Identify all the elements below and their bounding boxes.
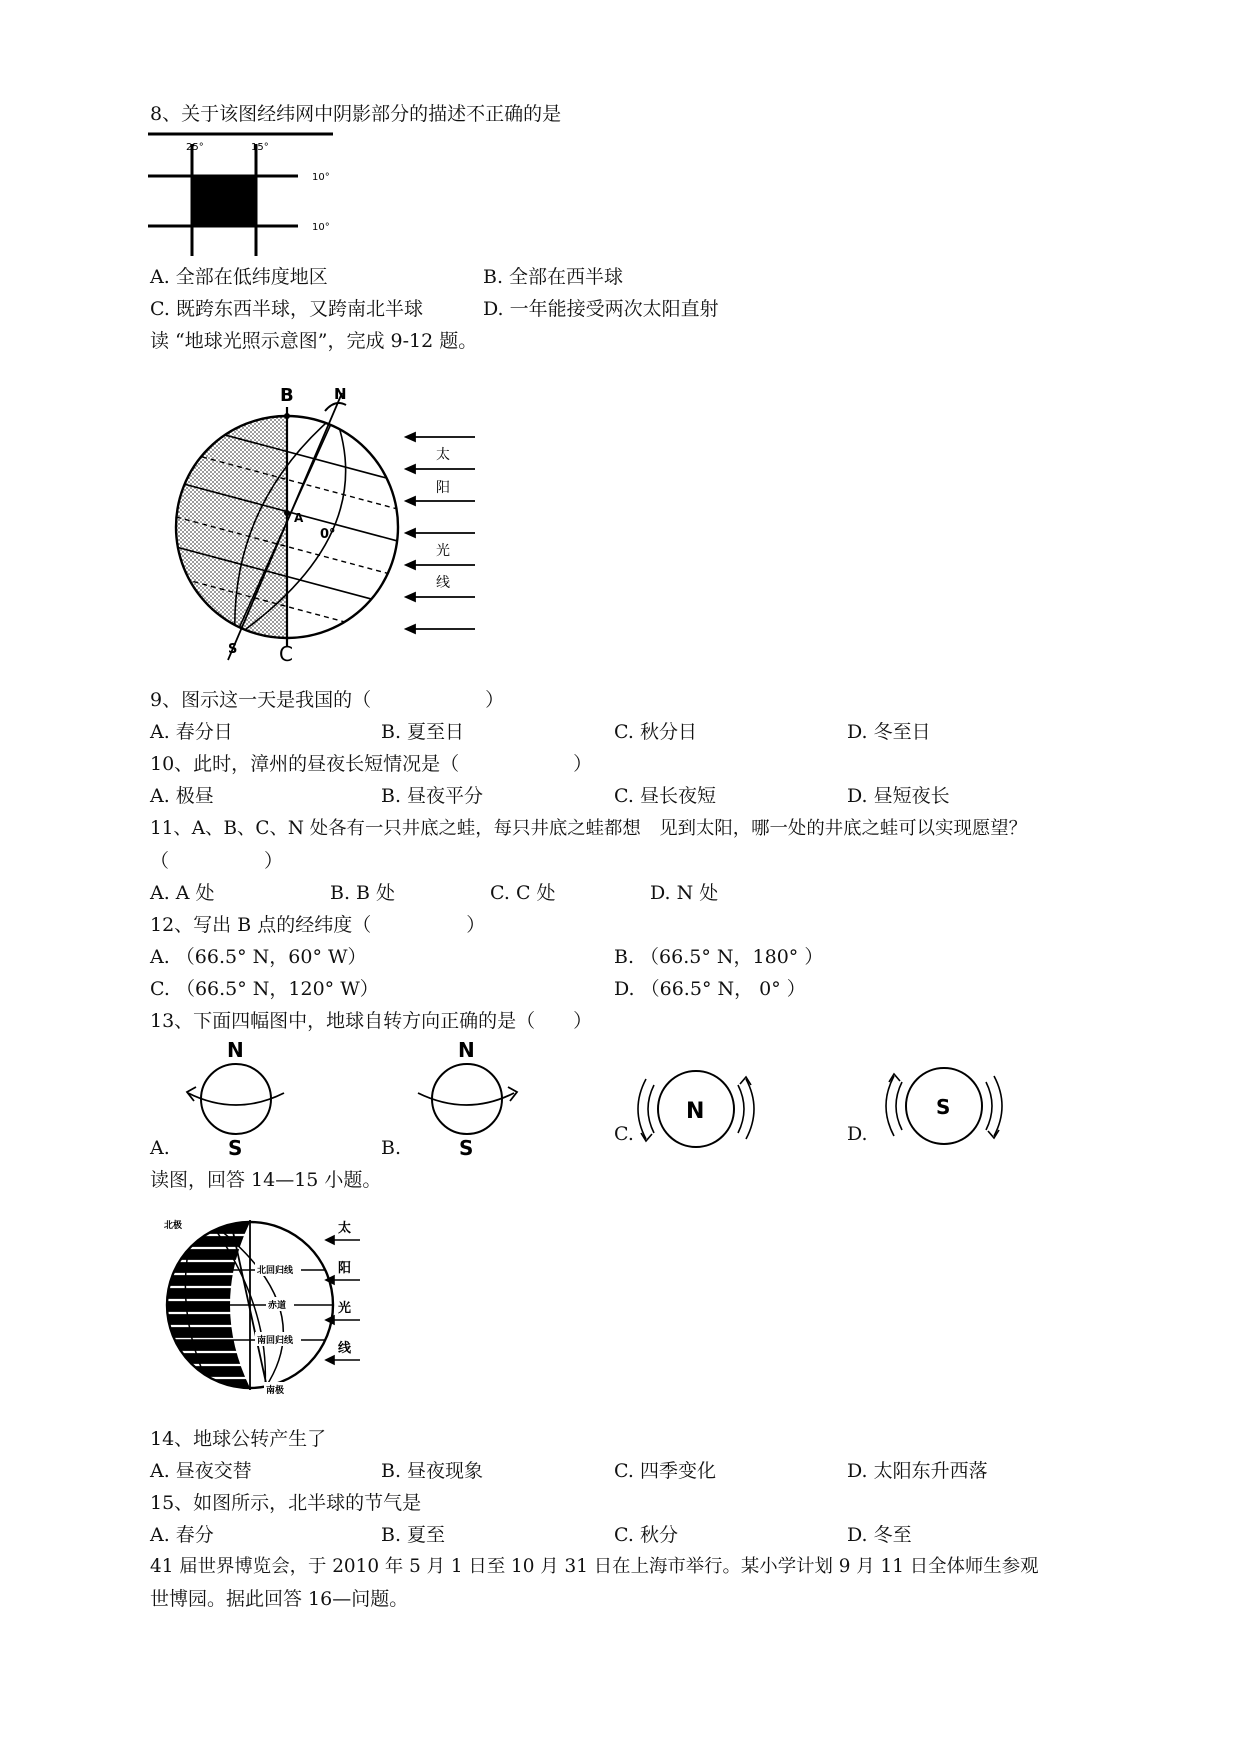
label-tropic-capricorn: 南回归线 bbox=[257, 1336, 294, 1346]
q8-grid-figure bbox=[148, 130, 338, 258]
q10-option-a: A. 极昼 bbox=[150, 785, 214, 807]
q13-option-a: A. bbox=[150, 1137, 170, 1159]
label-s: S bbox=[228, 642, 238, 657]
q12-stem: 12、写出 B 点的经纬度（ ） bbox=[150, 914, 486, 936]
q11-option-c: C. C 处 bbox=[490, 882, 556, 904]
q14-option-c: C. 四季变化 bbox=[614, 1460, 716, 1482]
lon-label-right: 15° bbox=[251, 142, 269, 153]
q9-option-c: C. 秋分日 bbox=[614, 721, 697, 743]
q14-option-a: A. 昼夜交替 bbox=[150, 1460, 252, 1482]
q11-stem: 11、A、B、C、N 处各有一只井底之蛙，每只井底之蛙都想 见到太阳，哪一处的井底之蛙可以实现愿望？ bbox=[150, 818, 1028, 839]
svg-text:N: N bbox=[686, 1099, 705, 1124]
label-n: N bbox=[334, 385, 347, 403]
lat-label-bottom: 10° bbox=[312, 222, 330, 233]
q14-option-b: B. 昼夜现象 bbox=[381, 1460, 484, 1482]
q10-option-b: B. 昼夜平分 bbox=[381, 785, 484, 807]
intro-9-12: 读 “地球光照示意图”，完成 9-12 题。 bbox=[150, 330, 478, 352]
q13-option-b: B. bbox=[381, 1137, 402, 1159]
q9-stem: 9、图示这一天是我国的（ ） bbox=[150, 689, 505, 711]
q11-option-d: D. N 处 bbox=[650, 882, 719, 904]
earth-seasons-figure bbox=[150, 1210, 370, 1400]
q10-option-c: C. 昼长夜短 bbox=[614, 785, 716, 807]
label-equator: 赤道 bbox=[268, 1301, 287, 1311]
lat-label-top: 10° bbox=[312, 172, 330, 183]
sun-char-2: 阳 bbox=[338, 1261, 352, 1276]
label-zero: 0° bbox=[320, 527, 336, 542]
q9-option-a: A. 春分日 bbox=[150, 721, 233, 743]
q13-option-c: C. bbox=[614, 1123, 634, 1145]
q10-stem: 10、此时，漳州的昼夜长短情况是（ ） bbox=[150, 753, 593, 775]
q8-option-d: D. 一年能接受两次太阳直射 bbox=[483, 298, 719, 320]
q14-stem: 14、地球公转产生了 bbox=[150, 1428, 327, 1450]
label-a: A bbox=[294, 511, 304, 525]
q15-option-c: C. 秋分 bbox=[614, 1524, 678, 1546]
label-north-pole: 北极 bbox=[164, 1221, 183, 1231]
rotation-figure-b bbox=[410, 1035, 530, 1160]
sun-char-3: 光 bbox=[436, 543, 450, 559]
sun-char-3: 光 bbox=[338, 1301, 352, 1316]
q13-stem: 13、下面四幅图中，地球自转方向正确的是（ ） bbox=[150, 1010, 593, 1032]
q8-option-a: A. 全部在低纬度地区 bbox=[150, 266, 328, 288]
q12-option-c: C. （66.5° N，120° W） bbox=[150, 978, 379, 1000]
q13-option-d: D. bbox=[847, 1123, 868, 1145]
label-south-pole: 南极 bbox=[266, 1386, 285, 1396]
q9-option-b: B. 夏至日 bbox=[381, 721, 465, 743]
q14-option-d: D. 太阳东升西落 bbox=[847, 1460, 988, 1482]
q15-option-b: B. 夏至 bbox=[381, 1524, 446, 1546]
q10-option-d: D. 昼短夜长 bbox=[847, 785, 950, 807]
svg-text:N: N bbox=[227, 1038, 244, 1062]
earth-illumination-figure bbox=[170, 375, 490, 665]
rotation-figure-a bbox=[178, 1035, 298, 1160]
intro-14-15: 读图，回答 14—15 小题。 bbox=[150, 1169, 382, 1191]
rotation-figure-d bbox=[880, 1062, 1010, 1152]
sun-char-1: 太 bbox=[436, 447, 450, 463]
q15-option-a: A. 春分 bbox=[150, 1524, 214, 1546]
q11-option-b: B. B 处 bbox=[330, 882, 396, 904]
sun-char-4: 线 bbox=[436, 575, 450, 591]
label-tropic-cancer: 北回归线 bbox=[257, 1266, 294, 1276]
sun-char-2: 阳 bbox=[436, 480, 450, 496]
q15-option-d: D. 冬至 bbox=[847, 1524, 912, 1546]
night-hemisphere bbox=[176, 416, 287, 638]
sun-char-4: 线 bbox=[338, 1341, 352, 1356]
label-b: B bbox=[280, 385, 294, 406]
q11-paren: （ ） bbox=[150, 850, 284, 872]
svg-text:N: N bbox=[458, 1038, 475, 1062]
sun-char-1: 太 bbox=[338, 1221, 352, 1236]
lon-label-left: 25° bbox=[186, 142, 204, 153]
svg-text:S: S bbox=[936, 1095, 951, 1119]
q9-option-d: D. 冬至日 bbox=[847, 721, 931, 743]
shaded-area bbox=[192, 176, 256, 226]
q15-stem: 15、如图所示，北半球的节气是 bbox=[150, 1492, 422, 1514]
svg-text:S: S bbox=[228, 1136, 243, 1160]
q8-stem: 8、关于该图经纬网中阴影部分的描述不正确的是 bbox=[150, 103, 562, 125]
expo-line-1: 41 届世界博览会，于 2010 年 5 月 1 日至 10 月 31 日在上海市举行。某小学计划 9 月 11 日全体师生参观 bbox=[150, 1556, 1039, 1577]
q12-option-b: B. （66.5° N，180° ） bbox=[614, 946, 824, 968]
q8-option-b: B. 全部在西半球 bbox=[483, 266, 624, 288]
q8-option-c: C. 既跨东西半球，又跨南北半球 bbox=[150, 298, 423, 320]
label-c: C bbox=[279, 642, 293, 665]
q12-option-a: A. （66.5° N，60° W） bbox=[150, 946, 367, 968]
q11-option-a: A. A 处 bbox=[150, 882, 215, 904]
q12-option-d: D. （66.5° N， 0° ） bbox=[614, 978, 806, 1000]
rotation-figure-c bbox=[628, 1065, 758, 1155]
svg-text:S: S bbox=[459, 1136, 474, 1160]
expo-line-2: 世博园。据此回答 16—问题。 bbox=[150, 1588, 409, 1610]
